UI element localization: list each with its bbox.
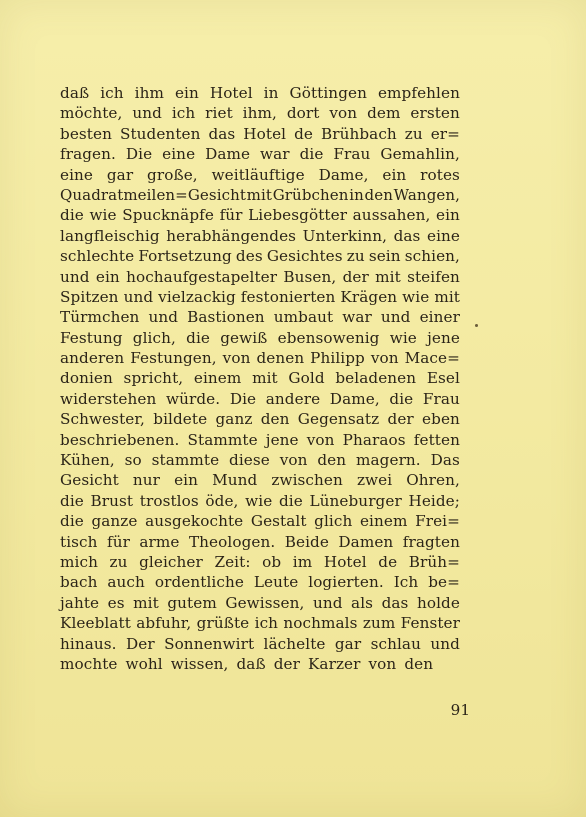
- word: der: [342, 267, 369, 286]
- word: hinaus.: [60, 634, 117, 653]
- word: das: [208, 124, 236, 143]
- word: zwischen: [271, 471, 343, 490]
- word: und: [312, 593, 343, 612]
- word: die: [278, 491, 303, 510]
- word: Frau: [333, 145, 371, 164]
- word: Der: [125, 634, 155, 653]
- text-line: [60, 368, 460, 388]
- word: Kleeblatt: [60, 614, 131, 633]
- word: einer: [419, 308, 460, 327]
- word: steifen: [407, 267, 460, 286]
- text-line: [60, 83, 460, 103]
- word: gleicher: [139, 552, 203, 571]
- word: die: [60, 512, 84, 531]
- word: Grübchen: [272, 185, 349, 204]
- word: grüßte: [196, 614, 250, 633]
- word: Brust: [90, 491, 134, 510]
- word: Gesichtes: [266, 247, 343, 266]
- word: schlechte: [60, 247, 135, 266]
- word: es: [107, 593, 125, 612]
- word: von: [370, 349, 399, 368]
- word: glich,: [132, 328, 176, 347]
- word: beschriebenen.: [60, 430, 180, 449]
- word: ausgekochte: [145, 512, 244, 531]
- word: für: [106, 532, 130, 551]
- word: des: [235, 247, 263, 266]
- word: nur: [132, 471, 161, 490]
- word: anderen: [60, 349, 125, 368]
- word: Wangen,: [393, 185, 460, 204]
- word: ein: [382, 165, 407, 184]
- word: Krägen: [340, 287, 398, 306]
- word: Ohren,: [406, 471, 460, 490]
- word: Fortsetzung: [138, 247, 232, 266]
- word: das: [393, 226, 421, 245]
- word: wissen,: [170, 654, 229, 673]
- word: trostlos: [139, 491, 199, 510]
- word: den: [364, 185, 393, 204]
- word: der: [273, 654, 300, 673]
- word: mit: [375, 267, 401, 286]
- word: Unterkinn,: [302, 226, 388, 245]
- word: von: [329, 104, 358, 123]
- word: Festung: [60, 328, 123, 347]
- word: Gemahlin,: [380, 145, 460, 164]
- word: rotes: [420, 165, 460, 184]
- word: Karzer: [307, 654, 361, 673]
- word: besten: [60, 124, 112, 143]
- text-line: [60, 593, 460, 613]
- word: eine: [426, 226, 460, 245]
- word: und: [430, 634, 460, 653]
- word: Kühen,: [60, 451, 115, 470]
- text-line: [60, 165, 460, 185]
- word: de: [294, 124, 313, 143]
- word: Theologen.: [188, 532, 276, 551]
- word: war: [342, 308, 372, 327]
- word: Dame,: [318, 165, 369, 184]
- word: daß: [60, 84, 90, 102]
- text-line: [60, 430, 460, 450]
- body-text: [60, 83, 460, 674]
- word: Dame: [205, 145, 251, 164]
- word: spricht,: [123, 369, 184, 388]
- word: sein: [368, 247, 401, 266]
- word: zum: [362, 614, 396, 633]
- word: jene: [427, 328, 460, 347]
- word: Gegensatz: [297, 410, 380, 429]
- text-line: [60, 267, 460, 287]
- word: eine: [60, 165, 94, 184]
- word: Pharaos: [342, 430, 406, 449]
- word: ordentliche: [154, 573, 244, 592]
- word: mich: [60, 552, 98, 571]
- word: so: [124, 451, 142, 470]
- word: abfuhr,: [136, 614, 192, 633]
- word: be=: [428, 573, 460, 592]
- word: und: [60, 267, 90, 286]
- word: gewiß: [220, 328, 268, 347]
- word: arme: [139, 532, 180, 551]
- text-line: [60, 389, 460, 409]
- word: und: [132, 104, 162, 123]
- word: die: [60, 491, 84, 510]
- word: andere: [265, 389, 321, 408]
- word: Esel: [426, 369, 460, 388]
- word: bach: [60, 573, 98, 592]
- word: mit: [246, 185, 273, 204]
- text-line: [60, 572, 460, 592]
- word: mit: [133, 593, 159, 612]
- word: zu: [346, 247, 365, 266]
- word: den: [260, 410, 290, 429]
- text-line: [60, 205, 460, 225]
- word: das: [381, 593, 409, 612]
- word: Studenten: [119, 124, 201, 143]
- word: der: [387, 410, 414, 429]
- text-line: [60, 613, 460, 633]
- word: Sonnenwirt: [164, 634, 255, 653]
- word: lächelte: [263, 634, 326, 653]
- word: Dame,: [329, 389, 380, 408]
- word: einem: [193, 369, 242, 388]
- word: nochmals: [283, 614, 358, 633]
- word: umbaut: [273, 308, 334, 327]
- word: Heide;: [408, 491, 460, 510]
- text-line: [60, 470, 460, 490]
- word: weitläuftige: [211, 165, 305, 184]
- word: ein: [436, 206, 460, 225]
- word: Beide: [284, 532, 329, 551]
- word: würde.: [166, 389, 221, 408]
- word: gutem: [167, 593, 217, 612]
- word: fragten: [402, 532, 460, 551]
- text-line: [60, 287, 460, 307]
- word: er=: [430, 124, 460, 143]
- word: jene: [265, 430, 299, 449]
- word: Brühbach: [320, 124, 397, 143]
- word: Gestalt: [250, 512, 307, 531]
- word: zwei: [356, 471, 393, 490]
- word: als: [351, 593, 374, 612]
- word: Hotel: [323, 552, 367, 571]
- word: Leute: [253, 573, 299, 592]
- word: ebensowenig: [277, 328, 380, 347]
- word: und: [148, 308, 179, 327]
- word: im: [292, 552, 313, 571]
- word: die: [299, 145, 324, 164]
- word: widerstehen: [60, 389, 157, 408]
- word: von: [368, 654, 397, 673]
- word: Festungen,: [130, 349, 217, 368]
- word: wie: [245, 491, 273, 510]
- word: Schwester,: [60, 410, 145, 429]
- word: holde: [416, 593, 460, 612]
- word: mit: [252, 369, 278, 388]
- word: Mund: [212, 471, 258, 490]
- word: ersten: [410, 104, 460, 123]
- word: Mace=: [404, 349, 460, 368]
- word: war: [260, 145, 290, 164]
- word: ich: [171, 104, 196, 123]
- word: daß: [236, 654, 266, 673]
- text-line: [60, 246, 460, 266]
- text-line: [60, 511, 460, 531]
- word: Damen: [338, 532, 394, 551]
- word: auch: [107, 573, 145, 592]
- word: ob: [262, 552, 282, 571]
- word: schlau: [370, 634, 421, 653]
- word: Hotel: [243, 124, 287, 143]
- word: Spitzen: [60, 287, 119, 306]
- word: in: [349, 185, 364, 204]
- word: und: [123, 287, 154, 306]
- word: Bastionen: [187, 308, 265, 327]
- word: Quadratmeilen=Gesicht: [60, 185, 246, 204]
- word: zu: [404, 124, 423, 143]
- word: ihm: [134, 84, 164, 102]
- word: festonierten: [240, 287, 336, 306]
- word: gar: [106, 165, 134, 184]
- text-line: [60, 450, 460, 470]
- word: vielzackig: [158, 287, 236, 306]
- text-line: [60, 307, 460, 327]
- word: wie: [402, 287, 430, 306]
- word: Lüneburger: [309, 491, 402, 510]
- word: Zeit:: [214, 552, 251, 571]
- word: große,: [147, 165, 198, 184]
- word: ich: [100, 84, 124, 102]
- word: ganze: [91, 512, 138, 531]
- word: ich: [254, 614, 279, 633]
- word: Das: [430, 451, 460, 470]
- text-line: [60, 348, 460, 368]
- word: die: [60, 206, 84, 225]
- word: Hotel: [209, 84, 253, 102]
- word: donien: [60, 369, 113, 388]
- word: in: [263, 84, 279, 102]
- text-line: [60, 532, 460, 552]
- word: ein: [95, 267, 120, 286]
- ink-speck: [475, 324, 478, 327]
- word: stammte: [151, 451, 220, 470]
- text-line: [60, 654, 460, 674]
- word: öde,: [205, 491, 239, 510]
- word: Philipp: [310, 349, 365, 368]
- word: Frau: [422, 389, 460, 408]
- word: mochte: [60, 654, 118, 673]
- word: möchte,: [60, 104, 123, 123]
- word: Gesicht: [60, 471, 119, 490]
- word: Gold: [288, 369, 325, 388]
- word: ein: [174, 471, 199, 490]
- word: wohl: [125, 654, 163, 673]
- word: Die: [125, 145, 153, 164]
- text-line: [60, 103, 460, 123]
- word: die: [186, 328, 211, 347]
- word: eine: [162, 145, 196, 164]
- word: den: [317, 451, 347, 470]
- word: Spucknäpfe: [122, 206, 214, 225]
- text-line: [60, 226, 460, 246]
- word: wie: [89, 206, 117, 225]
- word: de: [378, 552, 398, 571]
- word: beladenen: [335, 369, 417, 388]
- word: Gewissen,: [225, 593, 305, 612]
- word: Stammte: [187, 430, 258, 449]
- word: Liebesgötter: [248, 206, 348, 225]
- word: aussahen,: [352, 206, 431, 225]
- word: hochaufgestapelter: [126, 267, 278, 286]
- word: dem: [367, 104, 401, 123]
- word: eben: [422, 410, 460, 429]
- word: einem: [359, 512, 408, 531]
- word: empfehlen: [377, 84, 460, 102]
- word: bildete: [153, 410, 208, 429]
- word: für: [219, 206, 243, 225]
- text-line: [60, 124, 460, 144]
- word: fetten: [413, 430, 460, 449]
- word: den: [404, 654, 434, 673]
- word: mit: [434, 287, 460, 306]
- word: ihm,: [242, 104, 277, 123]
- word: Brüh=: [408, 552, 460, 571]
- word: glich: [314, 512, 353, 531]
- page-number: 91: [450, 701, 470, 719]
- word: dort: [286, 104, 320, 123]
- word: magern.: [356, 451, 421, 470]
- text-line: [60, 328, 460, 348]
- word: Busen,: [283, 267, 337, 286]
- word: zu: [109, 552, 128, 571]
- word: herabhängendes: [166, 226, 297, 245]
- text-line: [60, 491, 460, 511]
- word: diese: [229, 451, 270, 470]
- word: tisch: [60, 532, 98, 551]
- word: die: [389, 389, 414, 408]
- word: jahte: [60, 593, 100, 612]
- word: ganz: [215, 410, 253, 429]
- word: von: [279, 451, 308, 470]
- word: Frei=: [415, 512, 460, 531]
- text-line: [60, 144, 460, 164]
- word: von: [222, 349, 251, 368]
- word: ein: [174, 84, 199, 102]
- text-line: [60, 552, 460, 572]
- word: von: [306, 430, 335, 449]
- word: logierten.: [308, 573, 384, 592]
- word: Türmchen: [60, 308, 140, 327]
- word: denen: [256, 349, 305, 368]
- word: Ich: [393, 573, 419, 592]
- word: langfleischig: [60, 226, 160, 245]
- text-line: [60, 634, 460, 654]
- word: Göttingen: [289, 84, 367, 102]
- word: fragen.: [60, 145, 116, 164]
- word: und: [380, 308, 411, 327]
- word: Die: [229, 389, 257, 408]
- text-line: [60, 409, 460, 429]
- text-line: [60, 185, 460, 205]
- word: Fenster: [400, 614, 460, 633]
- word: wie: [389, 328, 417, 347]
- word: gar: [334, 634, 362, 653]
- word: riet: [205, 104, 233, 123]
- word: schien,: [404, 247, 460, 266]
